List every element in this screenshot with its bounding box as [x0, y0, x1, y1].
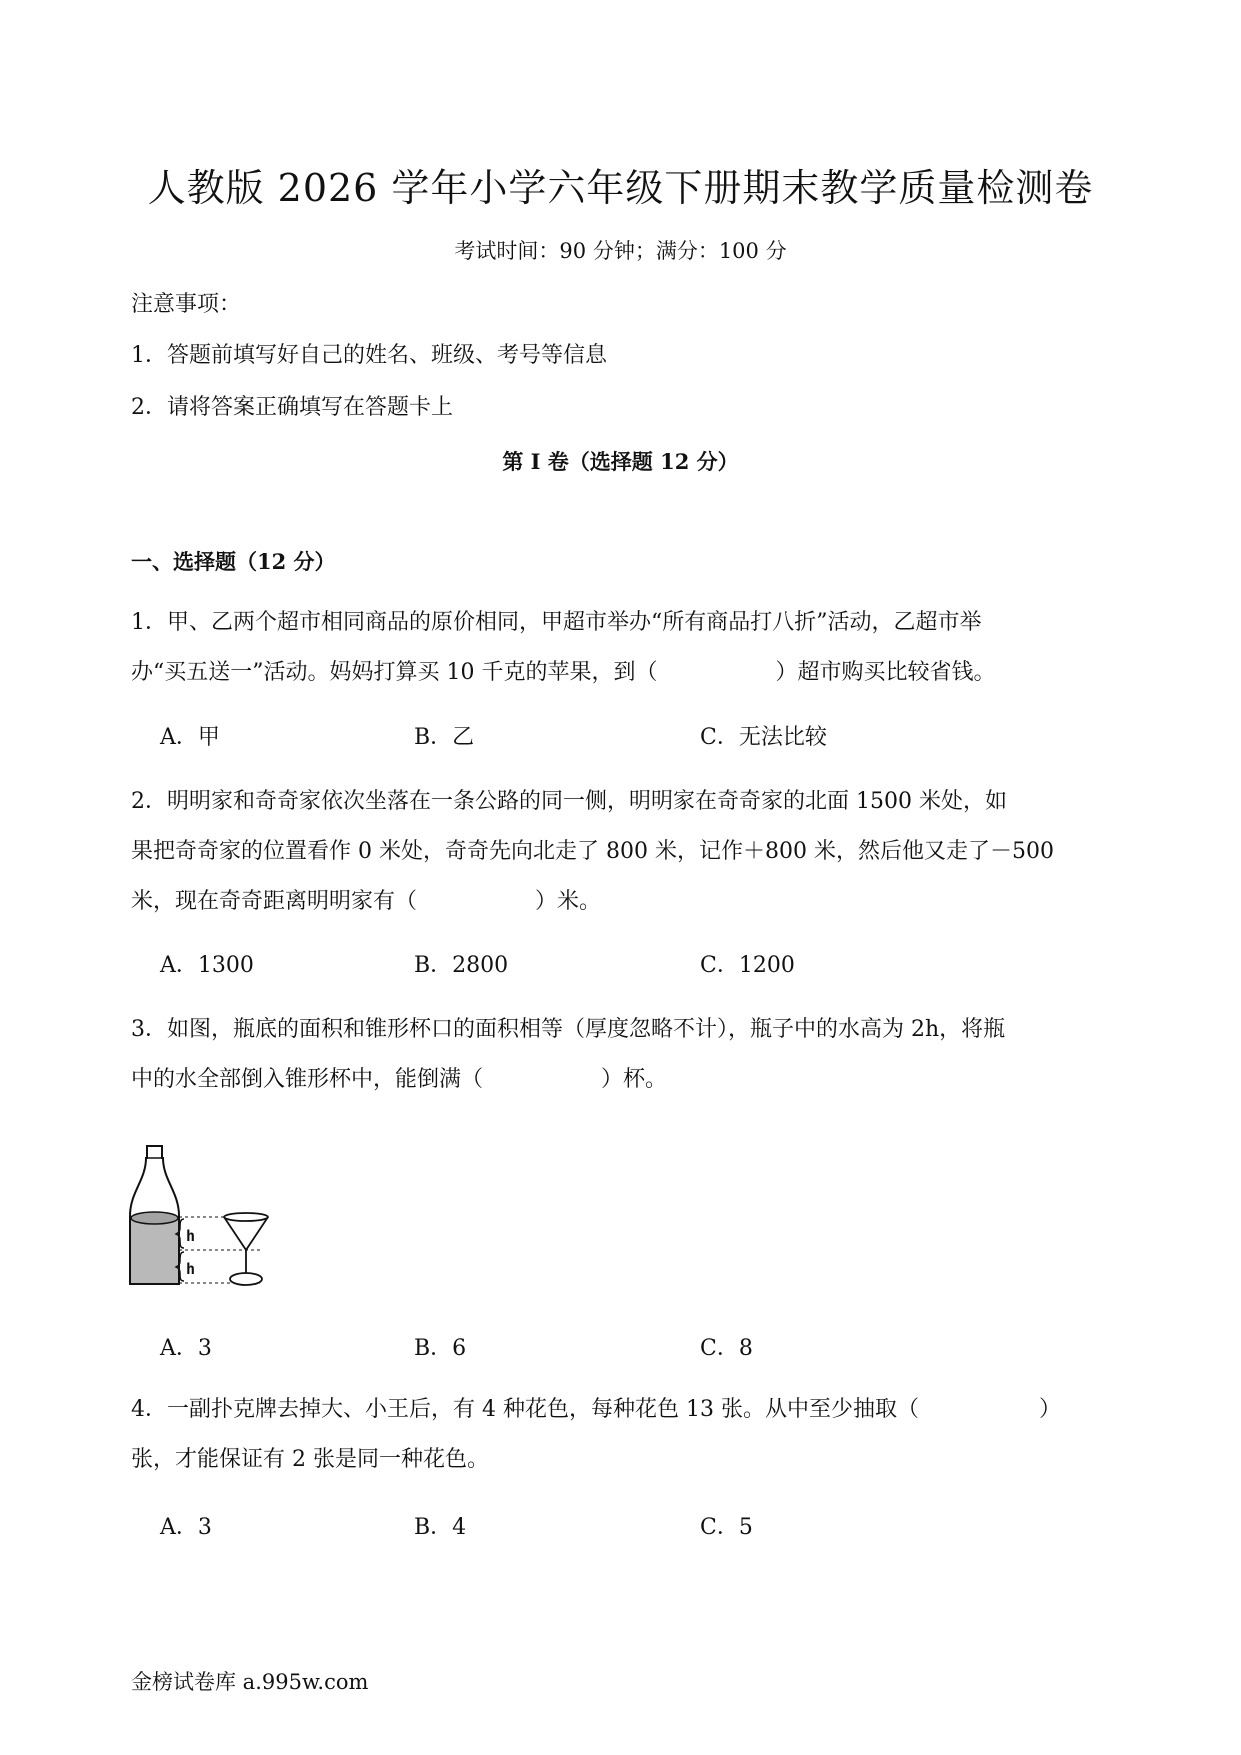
q4-line-1: 4．一副扑克牌去掉大、小王后，有 4 种花色，每种花色 13 张。从中至少抽取（ ） — [131, 1397, 1061, 1422]
q1-option-c: C．无法比较 — [700, 725, 827, 750]
exam-info: 考试时间：90 分钟；满分：100 分 — [454, 239, 787, 263]
notes-item-2: 2．请将答案正确填写在答题卡上 — [131, 395, 453, 420]
volume-title: 第 I 卷（选择题 12 分） — [502, 449, 739, 474]
q3-option-c: C．8 — [700, 1336, 753, 1361]
q4-option-b: B．4 — [414, 1515, 467, 1540]
height-label-upper: h — [186, 1227, 196, 1245]
q3-line-2: 中的水全部倒入锥形杯中，能倒满（ ）杯。 — [131, 1067, 668, 1092]
q2-option-b: B．2800 — [414, 953, 509, 978]
q1-option-a: A．甲 — [160, 725, 220, 750]
q4-option-c: C．5 — [700, 1515, 753, 1540]
cone-cup — [224, 1217, 268, 1250]
q1-option-b: B．乙 — [414, 725, 475, 750]
q1-line-1: 1．甲、乙两个超市相同商品的原价相同，甲超市举办“所有商品打八折”活动，乙超市举 — [131, 610, 982, 635]
q4-line-2: 张，才能保证有 2 张是同一种花色。 — [131, 1447, 489, 1472]
q2-option-a: A．1300 — [160, 953, 254, 978]
q2-option-c: C．1200 — [700, 953, 795, 978]
q4-option-a: A．3 — [160, 1515, 212, 1540]
q2-line-1: 2．明明家和奇奇家依次坐落在一条公路的同一侧，明明家在奇奇家的北面 1500 米处，如 — [131, 789, 1007, 814]
q3-line-1: 3．如图，瓶底的面积和锥形杯口的面积相等（厚度忽略不计），瓶子中的水高为 2h，将瓶 — [131, 1017, 1006, 1042]
cone-rim — [224, 1213, 268, 1221]
height-label-lower: h — [186, 1260, 196, 1278]
q2-line-3: 米，现在奇奇距离明明家有（ ）米。 — [131, 889, 602, 914]
notes-item-1: 1．答题前填写好自己的姓名、班级、考号等信息 — [131, 343, 607, 368]
page-title: 人教版 2026 学年小学六年级下册期末教学质量检测卷 — [147, 166, 1094, 210]
q1-line-2: 办“买五送一”活动。妈妈打算买 10 千克的苹果，到（ ）超市购买比较省钱。 — [131, 660, 996, 685]
q3-option-b: B．6 — [414, 1336, 467, 1361]
notes-heading: 注意事项： — [131, 292, 242, 317]
section-title: 一、选择题（12 分） — [131, 549, 336, 574]
footer-source: 金榜试卷库 a.995w.com — [131, 1670, 369, 1694]
q3-option-a: A．3 — [160, 1336, 212, 1361]
bottle-water — [131, 1218, 178, 1283]
q2-line-2: 果把奇奇家的位置看作 0 米处，奇奇先向北走了 800 米，记作＋800 米，然后他又走了－500 — [131, 839, 1054, 864]
bottle-and-cone-figure — [128, 1140, 288, 1290]
cone-base — [230, 1273, 262, 1285]
